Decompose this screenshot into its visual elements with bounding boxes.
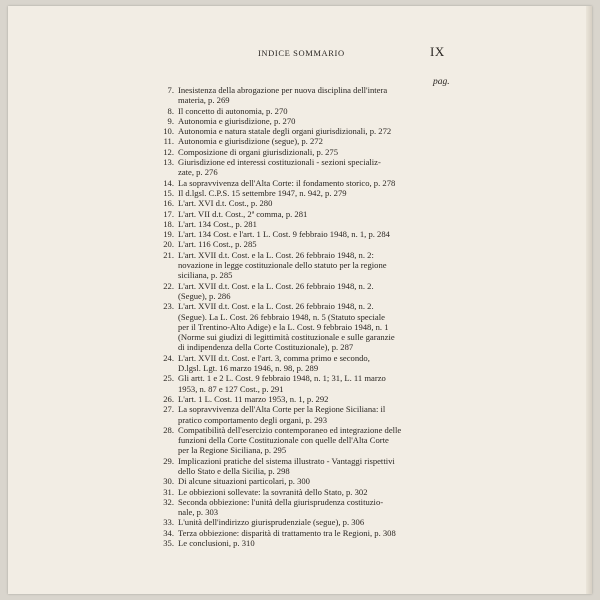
toc-entry	[8, 157, 592, 178]
toc-entry-text	[178, 136, 458, 146]
toc-entry-line: Di alcune situazioni particolari, p. 300	[178, 476, 310, 487]
toc-entry	[8, 353, 592, 374]
toc-entry	[8, 85, 592, 106]
toc-entry-line: Terza obbiezione: disparità di trattamento tra le Regioni, p. 308	[178, 527, 396, 538]
toc-entry-text	[178, 188, 458, 198]
toc-entry	[8, 394, 592, 404]
toc-entry-text	[178, 229, 458, 239]
toc-entry-text	[178, 116, 458, 126]
toc-entry	[8, 188, 592, 198]
toc-entry-line: Autonomia e giurisdizione (segue), p. 272	[178, 136, 323, 147]
toc-entry-line: L'art. VII d.t. Cost., 2ª comma, p. 281	[178, 208, 308, 219]
toc-entry	[8, 301, 592, 352]
toc-entry-line: Implicazioni pratiche del sistema illustrato - Vantaggi rispettivi	[178, 455, 395, 466]
toc-entry-line: zate, p. 276	[178, 167, 218, 178]
toc-entry-line: dello Stato e della Sicilia, p. 298	[178, 465, 290, 476]
toc-entry	[8, 250, 592, 281]
toc-entry-text	[178, 85, 458, 106]
toc-entry-text	[178, 106, 458, 116]
toc-entry	[8, 517, 592, 527]
toc-entry-line: Autonomia e natura statale degli organi giurisdizionali, p. 272	[178, 126, 392, 137]
toc-entry-text	[178, 281, 458, 302]
toc-entry-line: (Segue). La L. Cost. 26 febbraio 1948, n. 5 (Statuto speciale	[178, 311, 385, 322]
toc-entry-line: D.lgsl. Lgt. 16 marzo 1946, n. 98, p. 289	[178, 363, 319, 374]
toc-entry-number: 8.	[167, 105, 174, 116]
toc-entry	[8, 281, 592, 302]
toc-entry-text	[178, 178, 458, 188]
toc-entry	[8, 209, 592, 219]
toc-entry-line: materia, p. 269	[178, 95, 230, 106]
toc-entry-number: 13.	[163, 157, 174, 168]
toc-entry-number: 30.	[163, 476, 174, 487]
toc-entry-line: L'art. XVI d.t. Cost., p. 280	[178, 198, 273, 209]
toc-entry-line: per la Regione Siciliana, p. 295	[178, 445, 287, 456]
toc-entry-number: 26.	[163, 393, 174, 404]
toc-entry-text	[178, 528, 458, 538]
toc-entry-text	[178, 239, 458, 249]
toc-entry-line: Il d.lgsl. C.P.S. 15 settembre 1947, n. 942, p. 279	[178, 187, 347, 198]
toc-entry	[8, 497, 592, 518]
toc-entry-number: 31.	[163, 486, 174, 497]
toc-entry-line: nale, p. 303	[178, 507, 219, 518]
toc-entry-line: L'art. XVII d.t. Cost. e la L. Cost. 26 febbraio 1948, n. 2:	[178, 249, 374, 260]
toc-entry-line: Le conclusioni, p. 310	[178, 538, 255, 549]
toc-entry-number: 22.	[163, 280, 174, 291]
toc-entry	[8, 239, 592, 249]
toc-entry-line: L'art. 134 Cost., p. 281	[178, 218, 257, 229]
toc-entry-number: 23.	[163, 301, 174, 312]
toc-entry-text	[178, 425, 458, 456]
toc-entry-number: 19.	[163, 229, 174, 240]
toc-entry	[8, 425, 592, 456]
toc-entry-line: (Segue), p. 286	[178, 290, 231, 301]
toc-entry-line: Gli artt. 1 e 2 L. Cost. 9 febbraio 1948, n. 1; 31, L. 11 marzo	[178, 373, 386, 384]
toc-entry-text	[178, 538, 458, 548]
toc-entry-text	[178, 373, 458, 394]
toc-entry-text	[178, 394, 458, 404]
toc-entry-line: Il concetto di autonomia, p. 270	[178, 105, 288, 116]
running-header	[8, 46, 592, 62]
toc-entry-line: (Norme sui giudizi di legittimità costituzionale e sulle garanzie	[178, 332, 395, 343]
toc-entry-line: L'art. XVII d.t. Cost. e la L. Cost. 26 febbraio 1948, n. 2.	[178, 301, 374, 312]
toc-entry-text	[178, 198, 458, 208]
toc-entry-text	[178, 353, 458, 374]
toc-entry-line: Inesistenza della abrogazione per nuova disciplina dell'intera	[178, 85, 388, 95]
toc-entry	[8, 198, 592, 208]
toc-entry-line: L'art. XVII d.t. Cost. e la L. Cost. 26 febbraio 1948, n. 2.	[178, 280, 374, 291]
toc-entry-text	[178, 517, 458, 527]
toc-entry	[8, 538, 592, 548]
toc-entry-line: novazione in legge costituzionale dello statuto per la regione	[178, 260, 387, 271]
toc-entry-text	[178, 157, 458, 178]
toc-entry-text	[178, 497, 458, 518]
toc-entry-number: 34.	[163, 527, 174, 538]
page-number: IX	[430, 44, 445, 59]
toc-entry-number: 32.	[163, 496, 174, 507]
toc-entry-number: 15.	[163, 187, 174, 198]
toc-entry-number: 7.	[167, 85, 174, 95]
toc-entry-number: 11.	[163, 136, 174, 147]
toc-entry	[8, 229, 592, 239]
toc-entry-line: per il Trentino-Alto Adige) e la L. Cost. 9 febbraio 1948, n. 1	[178, 321, 389, 332]
toc-entry	[8, 136, 592, 146]
toc-entry-text	[178, 250, 458, 281]
toc-entry-line: Composizione di organi giurisdizionali, p. 275	[178, 146, 339, 157]
toc-entry-number: 33.	[163, 517, 174, 528]
toc-entry-line: Le obbiezioni sollevate: la sovranità dello Stato, p. 302	[178, 486, 368, 497]
toc-entry-number: 27.	[163, 404, 174, 415]
running-header-title: INDICE SOMMARIO	[258, 48, 345, 58]
toc-entry-line: Autonomia e giurisdizione, p. 270	[178, 115, 296, 126]
toc-entry-number: 12.	[163, 146, 174, 157]
toc-entry-number: 16.	[163, 198, 174, 209]
toc-entry-line: Seconda obbiezione: l'unità della giurisprudenza costituzio-	[178, 496, 384, 507]
toc-entry-text	[178, 219, 458, 229]
toc-entry	[8, 106, 592, 116]
toc-entry-line: Compatibilità dell'esercizio contemporaneo ed integrazione delle	[178, 424, 402, 435]
toc-entry-text	[178, 126, 458, 136]
toc-entry-text	[178, 301, 458, 352]
toc-entry-text	[178, 487, 458, 497]
toc-entry-number: 21.	[163, 249, 174, 260]
table-of-contents	[8, 85, 592, 548]
toc-entry-line: La sopravvivenza dell'Alta Corte: il fondamento storico, p. 278	[178, 177, 396, 188]
toc-entry-number: 18.	[163, 218, 174, 229]
toc-entry	[8, 487, 592, 497]
toc-entry-number: 24.	[163, 352, 174, 363]
toc-entry-number: 20.	[163, 239, 174, 250]
page-column-label: pag.	[433, 77, 450, 87]
toc-entry-line: funzioni della Corte Costituzionale con quelle dell'Alta Corte	[178, 435, 389, 446]
toc-entry	[8, 404, 592, 425]
toc-entry-line: L'art. 134 Cost. e l'art. 1 L. Cost. 9 febbraio 1948, n. 1, p. 284	[178, 229, 390, 240]
toc-entry-line: L'unità dell'indirizzo giurisprudenziale (segue), p. 306	[178, 517, 365, 528]
toc-entry-line: La sopravvivenza dell'Alta Corte per la Regione Siciliana: il	[178, 404, 386, 415]
toc-entry	[8, 219, 592, 229]
toc-entry	[8, 373, 592, 394]
toc-entry-line: L'art. 1 L. Cost. 11 marzo 1953, n. 1, p. 292	[178, 393, 329, 404]
toc-entry-text	[178, 456, 458, 477]
toc-entry-line: L'art. 116 Cost., p. 285	[178, 239, 257, 250]
toc-entry-line: 1953, n. 87 e 127 Cost., p. 291	[178, 383, 284, 394]
toc-entry-line: L'art. XVII d.t. Cost. e l'art. 3, comma primo e secondo,	[178, 352, 370, 363]
toc-entry-line: siciliana, p. 285	[178, 270, 233, 281]
toc-entry	[8, 528, 592, 538]
toc-entry-line: pratico comportamento degli organi, p. 293	[178, 414, 328, 425]
book-page	[8, 6, 592, 594]
toc-entry-number: 35.	[163, 538, 174, 549]
toc-entry-number: 25.	[163, 373, 174, 384]
toc-entry-text	[178, 147, 458, 157]
toc-entry-number: 28.	[163, 424, 174, 435]
toc-entry-number: 17.	[163, 208, 174, 219]
toc-entry-line: Giurisdizione ed interessi costituzionali - sezioni specializ-	[178, 157, 381, 168]
toc-entry	[8, 476, 592, 486]
toc-entry	[8, 147, 592, 157]
toc-entry	[8, 126, 592, 136]
toc-entry-number: 10.	[163, 126, 174, 137]
toc-entry-number: 9.	[167, 115, 174, 126]
toc-entry	[8, 178, 592, 188]
toc-entry-line: di indipendenza della Corte Costituzionale), p. 287	[178, 342, 354, 353]
toc-entry	[8, 116, 592, 126]
toc-entry-text	[178, 476, 458, 486]
toc-entry-number: 14.	[163, 177, 174, 188]
toc-entry	[8, 456, 592, 477]
toc-entry-text	[178, 404, 458, 425]
toc-entry-number: 29.	[163, 455, 174, 466]
toc-entry-text	[178, 209, 458, 219]
